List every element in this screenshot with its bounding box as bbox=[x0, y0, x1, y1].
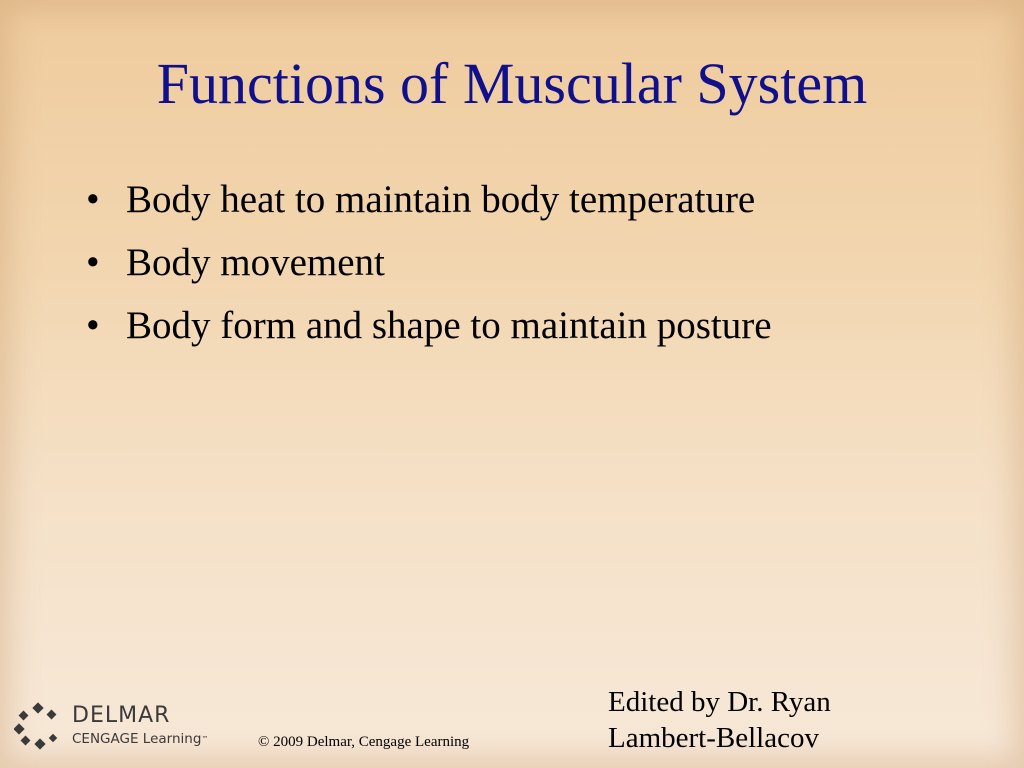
editor-credit bbox=[608, 684, 831, 756]
bullet-dot: • bbox=[86, 241, 100, 284]
bullet-text: Body heat to maintain body temperature bbox=[126, 178, 756, 221]
delmar-logo-icon bbox=[14, 702, 62, 750]
logo-sub-brand bbox=[72, 732, 208, 746]
delmar-cengage-logo bbox=[14, 700, 254, 752]
bullet-item bbox=[86, 304, 772, 348]
editor-credit-line: Lambert-Bellacov bbox=[608, 722, 819, 754]
bullet-text: Body movement bbox=[126, 241, 385, 284]
editor-credit-line: Edited by Dr. Ryan bbox=[608, 686, 831, 718]
copyright-notice: © 2009 Delmar, Cengage Learning bbox=[258, 734, 470, 750]
bullet-dot: • bbox=[86, 304, 100, 347]
logo-brand-name: DELMAR bbox=[72, 703, 171, 728]
bullet-text: Body form and shape to maintain posture bbox=[126, 304, 772, 347]
logo-sub-brand-text: CENGAGE Learning bbox=[72, 731, 202, 747]
bullet-list bbox=[86, 178, 772, 367]
bullet-item bbox=[86, 241, 772, 285]
logo-trademark: ™ bbox=[201, 735, 209, 743]
bullet-item bbox=[86, 178, 772, 222]
slide-title: Functions of Muscular System bbox=[156, 51, 868, 116]
bullet-dot: • bbox=[86, 178, 100, 221]
